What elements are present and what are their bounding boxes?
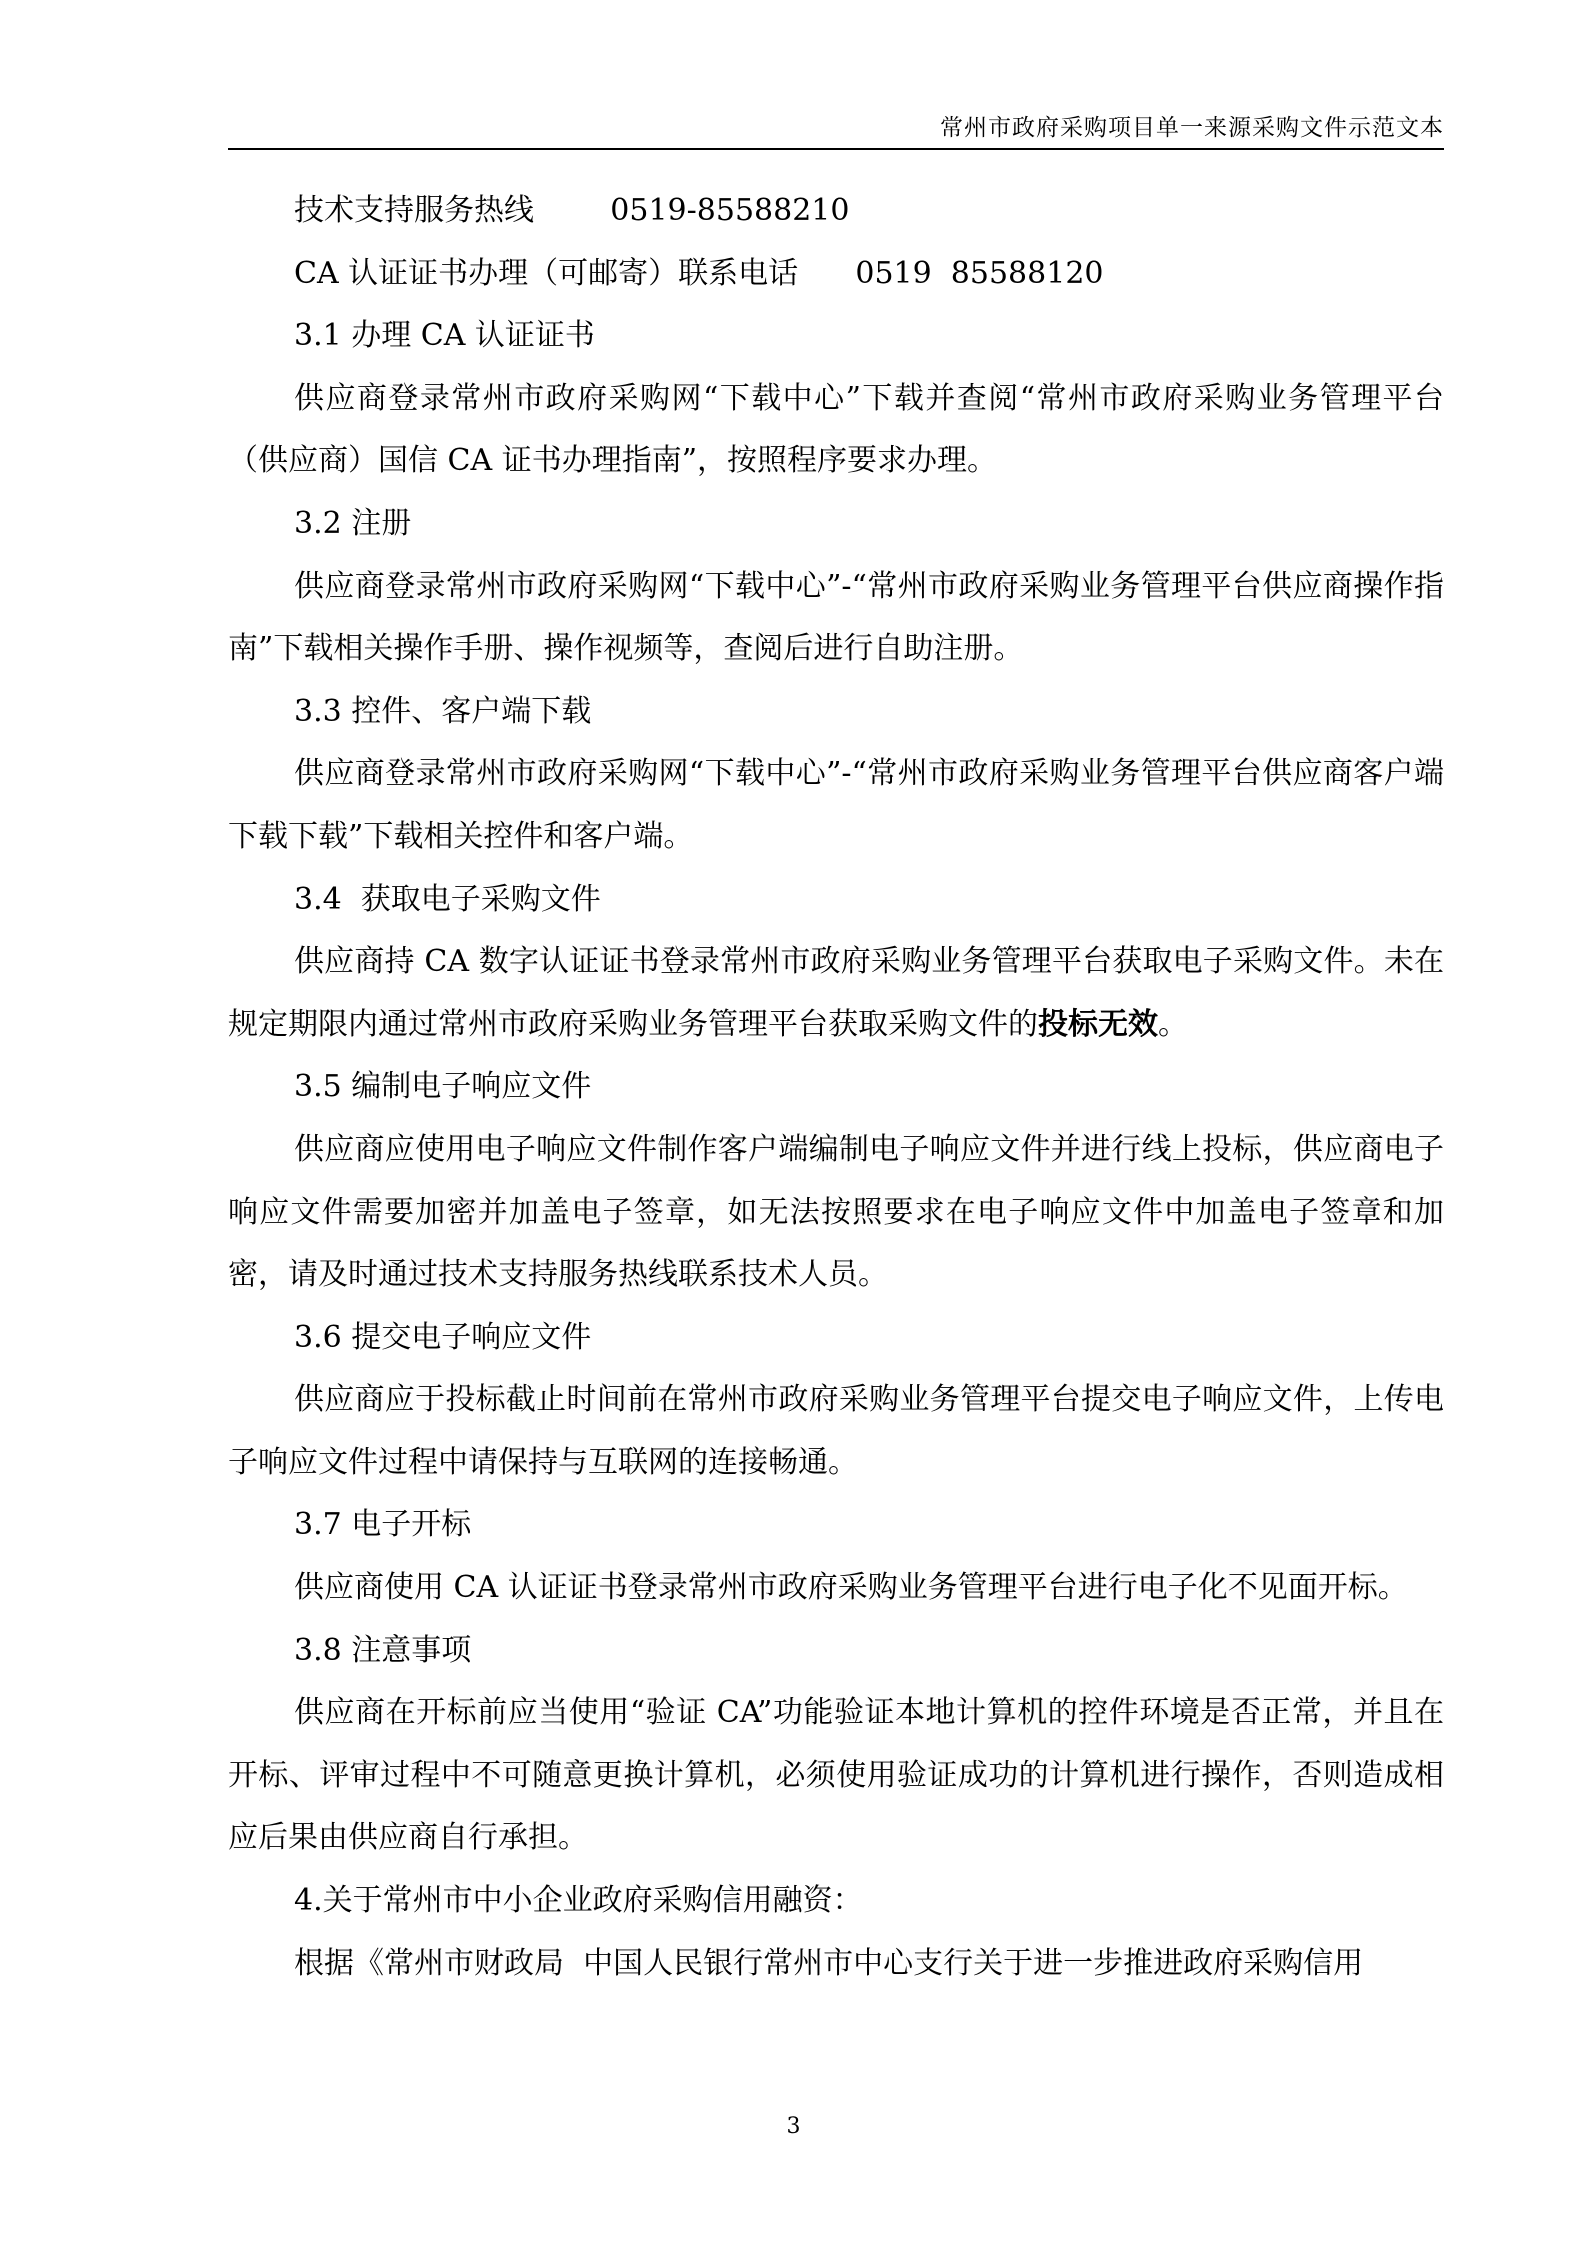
section-4-paragraph: 根据《常州市财政局 中国人民银行常州市中心支行关于进一步推进政府采购信用 bbox=[294, 1945, 1364, 1981]
section-3-3-paragraph: 供应商登录常州市政府采购网“下载中心”-“常州市政府采购业务管理平台供应商客户端下载下载”下载相关控件和客户端。 bbox=[228, 756, 1444, 854]
section-3-2-heading: 3.2 注册 bbox=[294, 505, 412, 541]
section-3-1-heading: 3.1 办理 CA 认证证书 bbox=[294, 318, 595, 354]
section-3-7-paragraph: 供应商使用 CA 认证证书登录常州市政府采购业务管理平台进行电子化不见面开标。 bbox=[294, 1570, 1408, 1606]
section-3-5-heading: 3.5 编制电子响应文件 bbox=[294, 1069, 592, 1105]
section-3-5-paragraph: 供应商应使用电子响应文件制作客户端编制电子响应文件并进行线上投标，供应商电子响应文件需要加密并加盖电子签章，如无法按照要求在电子响应文件中加盖电子签章和加密，请及时通过技术支持服务热线联系技术人员。 bbox=[228, 1131, 1444, 1293]
section-3-1-paragraph: 供应商登录常州市政府采购网“下载中心”下载并查阅“常州市政府采购业务管理平台（供应商）国信 CA 证书办理指南”，按照程序要求办理。 bbox=[228, 380, 1444, 479]
section-3-8-paragraph: 供应商在开标前应当使用“验证 CA”功能验证本地计算机的控件环境是否正常，并且在开标、评审过程中不可随意更换计算机，必须使用验证成功的计算机进行操作，否则造成相应后果由供应商自行承担。 bbox=[228, 1695, 1444, 1856]
section-3-6-heading: 3.6 提交电子响应文件 bbox=[294, 1319, 592, 1355]
section-3-4-text: 供应商持 CA 数字认证证书登录常州市政府采购业务管理平台获取电子采购文件。未在规定期限内通过常州市政府采购业务管理平台获取采购文件的 bbox=[228, 944, 1444, 1042]
ca-phone-line: CA 认证证书办理（可邮寄）联系电话 0519 85588120 bbox=[294, 255, 1104, 291]
header-title: 常州市政府采购项目单一来源采购文件示范文本 bbox=[940, 115, 1444, 141]
section-3-4-paragraph bbox=[228, 931, 1444, 1056]
section-3-4-end: 。 bbox=[1158, 1006, 1188, 1042]
section-3-6-paragraph: 供应商应于投标截止时间前在常州市政府采购业务管理平台提交电子响应文件，上传电子响应文件过程中请保持与互联网的连接畅通。 bbox=[228, 1382, 1444, 1480]
hotline-line: 技术支持服务热线 0519-85588210 bbox=[294, 193, 850, 228]
section-3-8-heading: 3.8 注意事项 bbox=[294, 1632, 472, 1668]
bid-invalid-emphasis: 投标无效 bbox=[1038, 1006, 1158, 1042]
section-3-3-heading: 3.3 控件、客户端下载 bbox=[294, 693, 592, 729]
section-4-heading: 4.关于常州市中小企业政府采购信用融资： bbox=[294, 1883, 863, 1919]
page-number: 3 bbox=[786, 2114, 801, 2139]
section-3-4-heading: 3.4 获取电子采购文件 bbox=[294, 881, 601, 917]
running-header bbox=[228, 108, 1444, 150]
section-3-2-paragraph: 供应商登录常州市政府采购网“下载中心”-“常州市政府采购业务管理平台供应商操作指南”下载相关操作手册、操作视频等，查阅后进行自助注册。 bbox=[228, 568, 1444, 667]
section-3-7-heading: 3.7 电子开标 bbox=[294, 1507, 472, 1543]
document-body bbox=[228, 180, 1444, 1995]
